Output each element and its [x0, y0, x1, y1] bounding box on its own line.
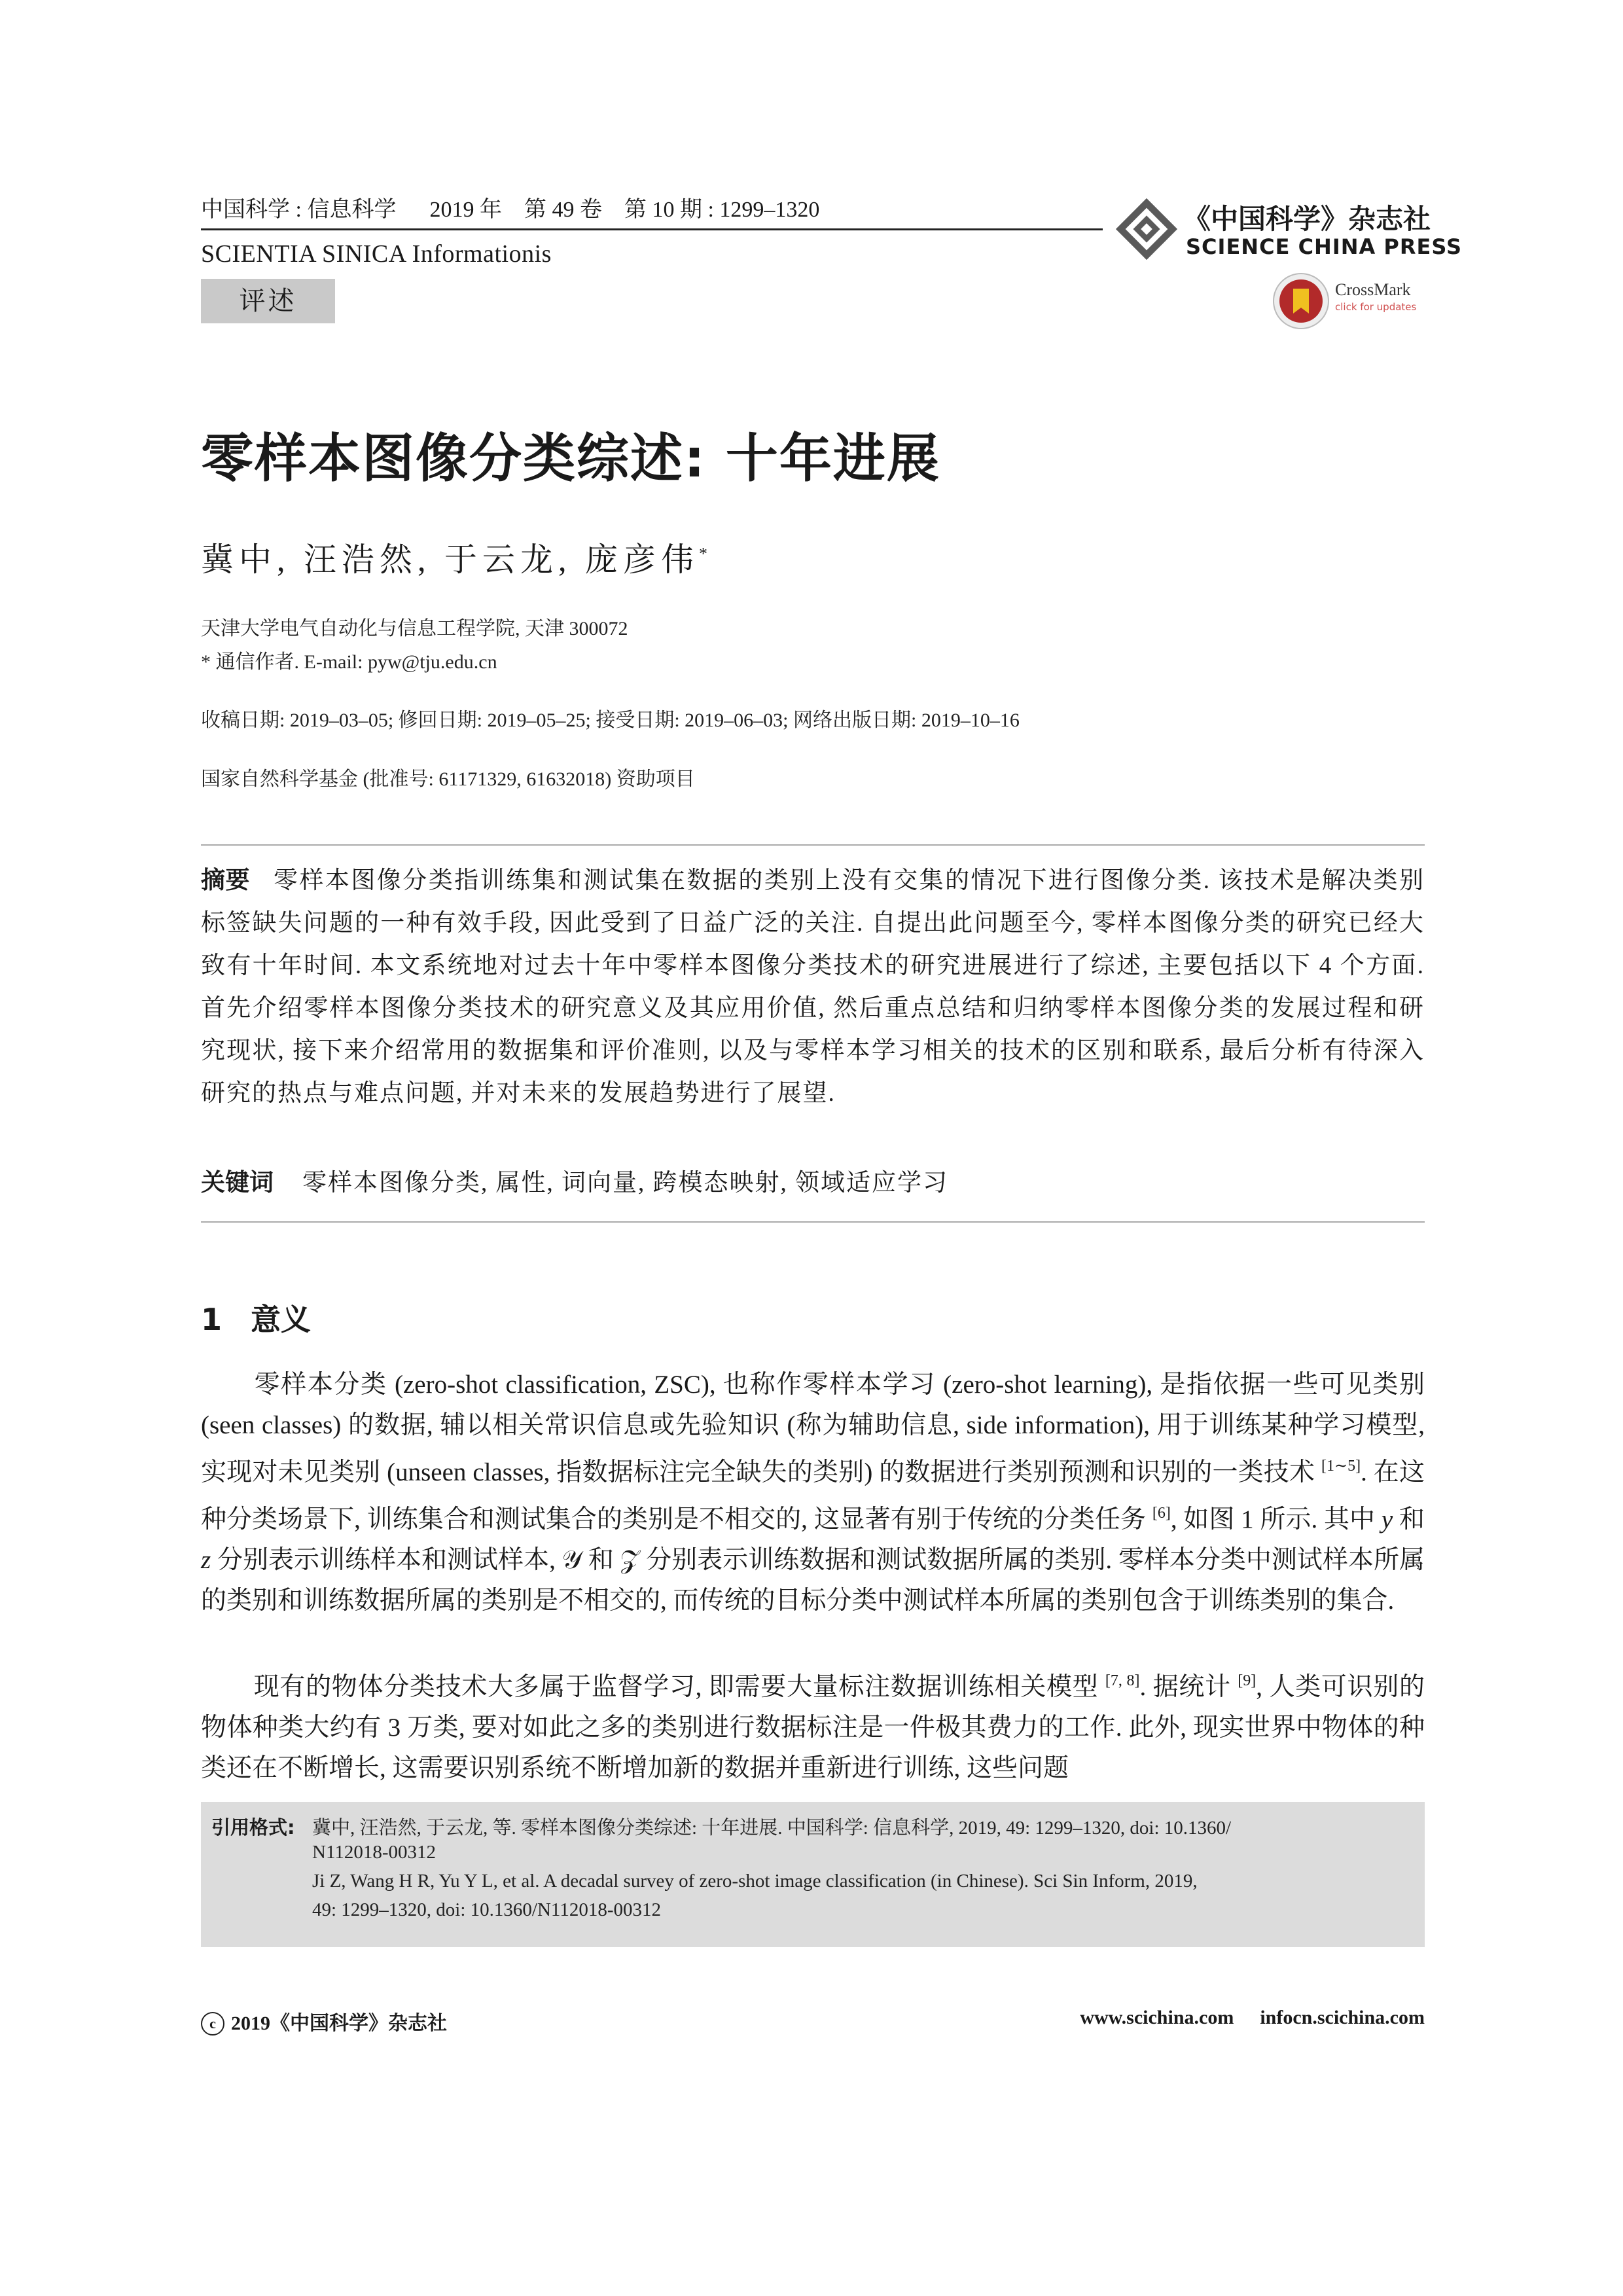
body-paragraph-1	[201, 1365, 1425, 1621]
copyright-text: 2019《中国科学》杂志社	[231, 2013, 447, 2034]
paper-title: 零样本图像分类综述: 十年进展	[201, 428, 940, 489]
section-number: 1	[201, 1302, 223, 1337]
crossmark-sublabel[interactable]: click for updates	[1335, 301, 1417, 313]
author-list	[201, 533, 707, 581]
keywords-label: 关键词	[201, 1168, 274, 1196]
math-set-y: 𝒴	[562, 1546, 582, 1574]
footer-url-scichina[interactable]: www.scichina.com	[1080, 2007, 1234, 2028]
citation-ref[interactable]: [9]	[1238, 1672, 1257, 1689]
section-title: 意义	[251, 1302, 312, 1337]
keywords-text: 零样本图像分类, 属性, 词向量, 跨模态映射, 领域适应学习	[302, 1170, 948, 1196]
citation-ref[interactable]: [1∼5]	[1321, 1458, 1361, 1475]
abstract-text: 零样本图像分类指训练集和测试集在数据的类别上没有交集的情况下进行图像分类. 该技术是解决类别标签缺失问题的一种有效手段, 因此受到了日益广泛的关注. 自提出此问题至今, 零样本图像分类的研究已经大致有十年时间. 本文系统地对过去十年中零样本图像分类技术的研究进展进行了综述, 主要包括以下 4 个方面. 首先介绍零样本图像分类技术的研究意义及其应用价值, 然后重点总结和归纳零样本图像分类的发展过程和研究现状, 接下来介绍常用的数据集和评价准则, 以及与零样本学习相关的技术的区别和联系, 最后分析有待深入研究的热点与难点问题, 并对未来的发展趋势进行了展望.	[201, 867, 1425, 1107]
citation-en-line-2: 49: 1299–1320, doi: 10.1360/N112018-00312	[312, 1899, 662, 1920]
journal-info-line	[201, 191, 819, 223]
citation-ref[interactable]: [6]	[1152, 1505, 1171, 1522]
corresponding-author: * 通信作者. E-mail: pyw@tju.edu.cn	[201, 651, 497, 673]
para1-and-2: 和	[582, 1546, 620, 1574]
affiliation: 天津大学电气自动化与信息工程学院, 天津 300072	[201, 618, 628, 639]
para1-text-b: . 在这种分类场景下, 训练集合和测试集合的类别是不相交的, 这显著有别于传统的分类任务	[201, 1458, 1425, 1534]
citation-ref[interactable]: [7, 8]	[1105, 1672, 1140, 1689]
authors-names: 冀中, 汪浩然, 于云龙, 庞彦伟	[201, 541, 699, 578]
citation-cn-line-2: N112018-00312	[312, 1842, 437, 1863]
para2-text-c: , 人类可识别的物体种类大约有 3 万类, 要对如此之多的类别进行数据标注是一件极其费力的工作. 此外, 现实世界中物体的种类还在不断增长, 这需要识别系统不断增加新的数据并重新进行训练, 这些问题	[201, 1673, 1425, 1782]
para2-text-a: 现有的物体分类技术大多属于监督学习, 即需要大量标注数据训练相关模型	[253, 1673, 1105, 1701]
footer-url-infocn[interactable]: infocn.scichina.com	[1260, 2007, 1425, 2028]
crossmark-icon[interactable]	[1272, 272, 1330, 331]
journal-name-en: SCIENTIA SINICA Informationis	[201, 240, 552, 268]
footer-urls	[995, 2007, 1425, 2029]
science-china-press-logo-icon	[1113, 195, 1181, 263]
math-set-z: 𝒵	[620, 1546, 640, 1574]
citation-label: 引用格式:	[211, 1816, 295, 1839]
journal-name-cn: 中国科学 : 信息科学	[201, 198, 397, 222]
math-y: y	[1381, 1505, 1393, 1534]
header-rule	[201, 228, 1103, 230]
math-z: z	[201, 1546, 211, 1574]
keywords	[201, 1162, 948, 1198]
para1-and-1: 和	[1393, 1505, 1425, 1534]
para2-text-b: . 据统计	[1139, 1673, 1238, 1701]
abstract	[201, 859, 1425, 1115]
footer-copyright	[201, 2007, 447, 2036]
body-paragraph-2	[201, 1660, 1425, 1789]
journal-volume: 第 49 卷	[524, 198, 602, 222]
journal-year: 2019 年	[429, 198, 502, 222]
funding-note: 国家自然科学基金 (批准号: 61171329, 61632018) 资助项目	[201, 768, 695, 790]
press-name-en: SCIENCE CHINA PRESS	[1186, 234, 1463, 259]
citation-cn-line-1: 冀中, 汪浩然, 于云龙, 等. 零样本图像分类综述: 十年进展. 中国科学: 信息科学, 2019, 49: 1299–1320, doi: 10.1360/	[312, 1818, 1232, 1839]
para1-text-c: , 如图 1 所示. 其中	[1170, 1505, 1382, 1534]
citation-en-line-1: Ji Z, Wang H R, Yu Y L, et al. A decadal survey of zero-shot image classification (in Chinese). Sci Sin Inform, 2019,	[312, 1871, 1198, 1892]
abstract-label: 摘要	[201, 866, 250, 894]
crossmark-label[interactable]: CrossMark	[1335, 280, 1411, 299]
para1-text-e: 分别表示训练数据和测试数据所属的类别. 零样本分类中测试样本所属的类别和训练数据所属的类别是不相交的, 而传统的目标分类中测试样本所属的类别包含于训练类别的集合.	[201, 1546, 1425, 1615]
abstract-top-rule	[201, 844, 1425, 846]
press-name-cn: 《中国科学》杂志社	[1183, 205, 1431, 235]
para1-text-a: 零样本分类 (zero-shot classification, ZSC), 也称作零样本学习 (zero-shot learning), 是指依据一些可见类别 (seen classes) 的数据, 辅以相关常识信息或先验知识 (称为辅助信息, side information), 用于训练某种学习模型, 实现对未见类别 (unseen classes, 指数据标注完全缺失的类别) 的数据进行类别预测和识别的一类技术	[201, 1371, 1425, 1486]
copyright-icon: c	[201, 2012, 224, 2036]
article-type-badge: 评述	[201, 279, 335, 323]
journal-issue-pages: 第 10 期 : 1299–1320	[624, 198, 820, 222]
abstract-bottom-rule	[201, 1221, 1425, 1223]
section-heading	[201, 1296, 311, 1339]
corresponding-mark: *	[699, 544, 707, 564]
article-dates: 收稿日期: 2019–03–05; 修回日期: 2019–05–25; 接受日期: 2019–06–03; 网络出版日期: 2019–10–16	[201, 709, 1020, 731]
para1-text-d: 分别表示训练样本和测试样本,	[211, 1546, 562, 1574]
